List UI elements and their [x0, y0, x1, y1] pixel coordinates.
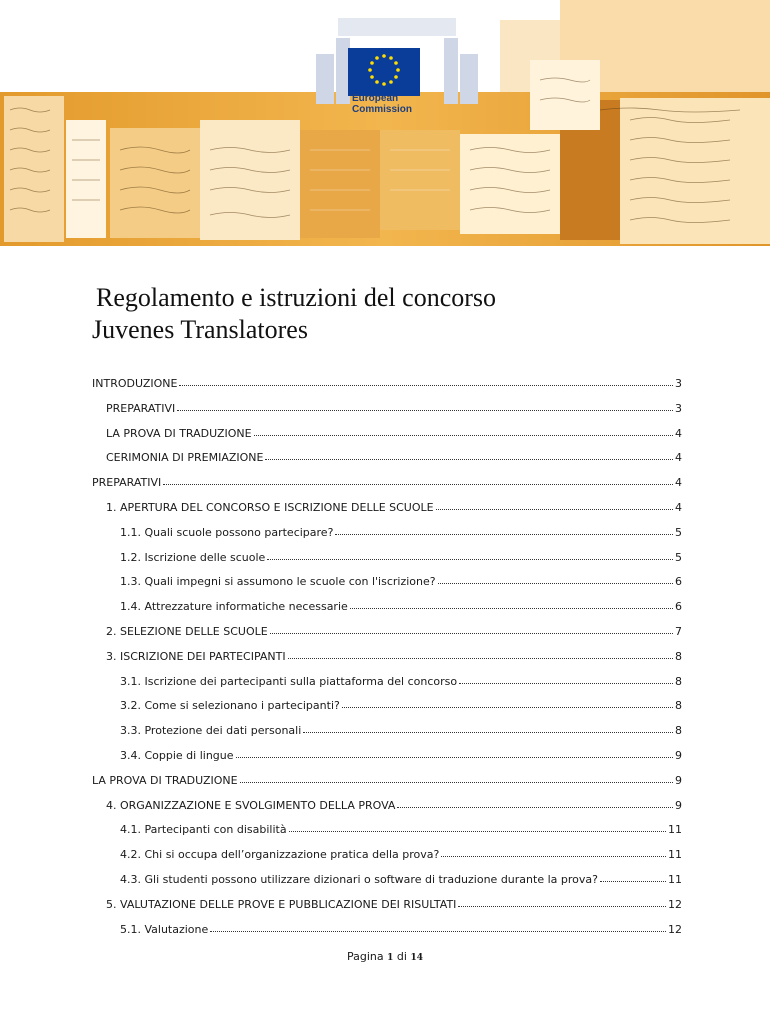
- toc-entry[interactable]: [92, 402, 682, 427]
- toc-entry-page[interactable]: 9: [675, 798, 682, 812]
- toc-entry[interactable]: [92, 650, 682, 675]
- footer-separator: di: [396, 950, 407, 963]
- toc-entry-page[interactable]: 4: [675, 500, 682, 514]
- toc-entry-page[interactable]: 4: [675, 476, 682, 490]
- title-line-2: Juvenes Translatores: [92, 315, 308, 344]
- toc-entry[interactable]: [92, 427, 682, 452]
- toc-entry-page[interactable]: 9: [675, 773, 682, 787]
- toc-leader-dots: [342, 698, 673, 708]
- toc-entry-label[interactable]: CERIMONIA DI PREMIAZIONE: [106, 451, 264, 465]
- toc-entry-page[interactable]: 7: [675, 624, 682, 638]
- toc-entry-page[interactable]: 11: [668, 823, 682, 837]
- toc-leader-dots: [441, 847, 666, 857]
- toc-entry[interactable]: [92, 575, 682, 600]
- toc-entry-label[interactable]: 4.3. Gli studenti possono utilizzare dizionari o software di traduzione durante la prova?: [120, 872, 598, 886]
- toc-entry[interactable]: [92, 848, 682, 873]
- toc-entry-label[interactable]: 1.2. Iscrizione delle scuole: [120, 550, 266, 564]
- toc-entry-page[interactable]: 8: [675, 674, 682, 688]
- document-title: [92, 282, 712, 346]
- toc-leader-dots: [350, 599, 673, 609]
- toc-entry[interactable]: [92, 501, 682, 526]
- toc-leader-dots: [397, 798, 673, 808]
- toc-entry-page[interactable]: 6: [675, 575, 682, 589]
- toc-entry-page[interactable]: 8: [675, 724, 682, 738]
- toc-entry-label[interactable]: PREPARATIVI: [92, 476, 162, 490]
- toc-entry-label[interactable]: 5. VALUTAZIONE DELLE PROVE E PUBBLICAZIONE DEI RISULTATI: [106, 897, 457, 911]
- toc-leader-dots: [179, 376, 673, 386]
- toc-entry-label[interactable]: 3.4. Coppie di lingue: [120, 748, 234, 762]
- toc-leader-dots: [458, 897, 666, 907]
- toc-entry-page[interactable]: 11: [668, 872, 682, 886]
- toc-leader-dots: [254, 426, 673, 436]
- toc-entry-page[interactable]: 8: [675, 649, 682, 663]
- toc-entry-label[interactable]: 3. ISCRIZIONE DEI PARTECIPANTI: [106, 649, 286, 663]
- footer-prefix: Pagina: [347, 950, 384, 963]
- toc-entry-page[interactable]: 3: [675, 401, 682, 415]
- toc-entry-page[interactable]: 12: [668, 897, 682, 911]
- toc-entry-label[interactable]: PREPARATIVI: [106, 401, 176, 415]
- toc-leader-dots: [236, 748, 673, 758]
- page-footer: [0, 950, 770, 963]
- toc-entry[interactable]: [92, 625, 682, 650]
- toc-leader-dots: [459, 674, 673, 684]
- toc-entry-label[interactable]: 1.1. Quali scuole possono partecipare?: [120, 525, 334, 539]
- toc-entry[interactable]: [92, 898, 682, 923]
- toc-entry-page[interactable]: 3: [675, 377, 682, 390]
- toc-entry-page[interactable]: 6: [675, 600, 682, 614]
- toc-entry-label[interactable]: 1.4. Attrezzature informatiche necessarie: [120, 600, 348, 614]
- toc-leader-dots: [438, 574, 673, 584]
- title-line-1: Regolamento e istruzioni del concorso: [96, 283, 497, 312]
- toc-entry-page[interactable]: 12: [668, 922, 682, 936]
- toc-entry-label[interactable]: 3.2. Come si selezionano i partecipanti?: [120, 699, 340, 713]
- table-of-contents: [92, 377, 682, 947]
- toc-entry-label[interactable]: 1.3. Quali impegni si assumono le scuole con l'iscrizione?: [120, 575, 436, 589]
- toc-entry-label[interactable]: 4.2. Chi si occupa dell’organizzazione pratica della prova?: [120, 848, 440, 862]
- toc-entry-label[interactable]: INTRODUZIONE: [92, 377, 178, 390]
- toc-entry-label[interactable]: LA PROVA DI TRADUZIONE: [106, 426, 252, 440]
- toc-entry[interactable]: [92, 451, 682, 476]
- toc-leader-dots: [289, 822, 666, 832]
- toc-entry-page[interactable]: 8: [675, 699, 682, 713]
- toc-entry[interactable]: [92, 526, 682, 551]
- toc-entry-label[interactable]: 3.1. Iscrizione dei partecipanti sulla piattaforma del concorso: [120, 674, 458, 688]
- toc-entry-page[interactable]: 4: [675, 426, 682, 440]
- toc-leader-dots: [436, 500, 673, 510]
- toc-entry-label[interactable]: LA PROVA DI TRADUZIONE: [92, 773, 238, 787]
- toc-entry[interactable]: [92, 600, 682, 625]
- logo-text: [352, 93, 412, 115]
- toc-entry[interactable]: [92, 675, 682, 700]
- toc-entry[interactable]: [92, 923, 682, 948]
- toc-entry-page[interactable]: 5: [675, 550, 682, 564]
- toc-entry-page[interactable]: 11: [668, 848, 682, 862]
- toc-entry[interactable]: [92, 377, 682, 402]
- toc-entry[interactable]: [92, 551, 682, 576]
- toc-entry[interactable]: [92, 724, 682, 749]
- toc-entry[interactable]: [92, 823, 682, 848]
- toc-entry-page[interactable]: 4: [675, 451, 682, 465]
- toc-entry[interactable]: [92, 476, 682, 501]
- toc-leader-dots: [265, 450, 673, 460]
- toc-leader-dots: [210, 922, 666, 932]
- toc-leader-dots: [335, 525, 673, 535]
- toc-leader-dots: [303, 723, 673, 733]
- toc-leader-dots: [270, 624, 673, 634]
- toc-entry[interactable]: [92, 799, 682, 824]
- toc-entry-label[interactable]: 4. ORGANIZZAZIONE E SVOLGIMENTO DELLA PROVA: [106, 798, 396, 812]
- toc-entry-label[interactable]: 3.3. Protezione dei dati personali: [120, 724, 302, 738]
- logo-line-european: European: [352, 93, 399, 104]
- toc-leader-dots: [163, 475, 673, 485]
- toc-entry-page[interactable]: 5: [675, 525, 682, 539]
- toc-leader-dots: [600, 872, 666, 882]
- logo-line-commission: Commission: [352, 104, 413, 115]
- footer-current-page: 1: [387, 953, 394, 963]
- toc-entry[interactable]: [92, 774, 682, 799]
- toc-entry-label[interactable]: 5.1. Valutazione: [120, 922, 209, 936]
- toc-leader-dots: [240, 773, 673, 783]
- toc-leader-dots: [177, 401, 673, 411]
- toc-entry[interactable]: [92, 749, 682, 774]
- toc-entry-label[interactable]: 4.1. Partecipanti con disabilità: [120, 823, 287, 837]
- toc-entry-label[interactable]: 1. APERTURA DEL CONCORSO E ISCRIZIONE DELLE SCUOLE: [106, 500, 434, 514]
- toc-leader-dots: [267, 550, 673, 560]
- toc-entry[interactable]: [92, 699, 682, 724]
- toc-leader-dots: [288, 649, 673, 659]
- toc-entry-label[interactable]: 2. SELEZIONE DELLE SCUOLE: [106, 624, 268, 638]
- toc-entry[interactable]: [92, 873, 682, 898]
- footer-total-pages: 14: [410, 953, 423, 963]
- toc-entry-page[interactable]: 9: [675, 748, 682, 762]
